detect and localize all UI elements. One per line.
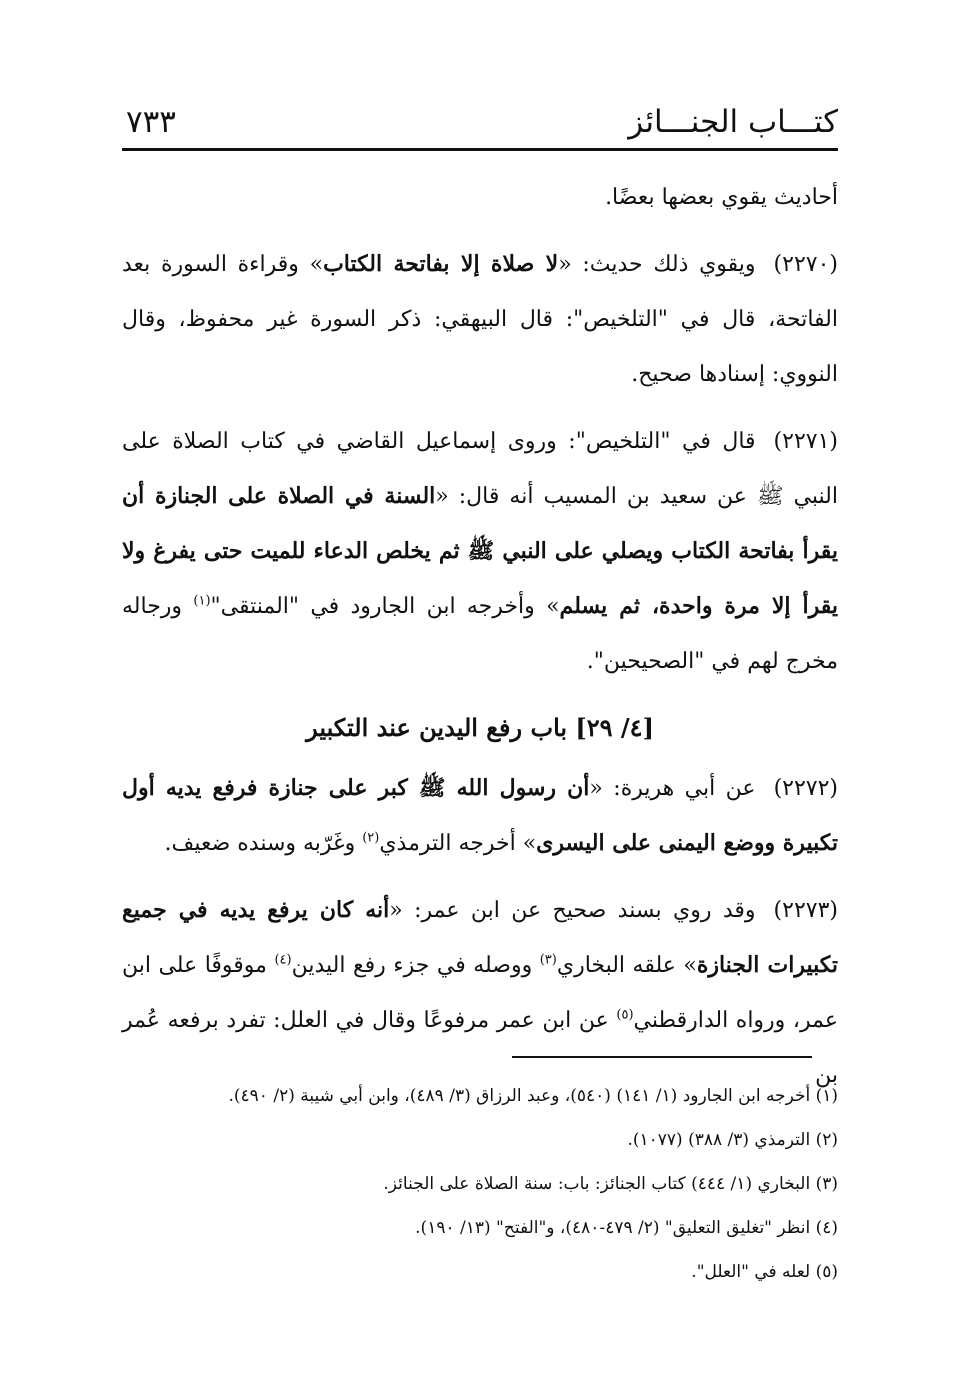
text-run: » أخرجه الترمذي xyxy=(379,831,537,856)
paragraph-intro xyxy=(122,170,838,225)
chapter-heading: [٤/ ٢٩] باب رفع اليدين عند التكبير xyxy=(306,713,654,742)
hadith-number: (٢٢٧٠) xyxy=(773,252,838,277)
footnote-ref[interactable]: (٤) xyxy=(274,952,292,968)
text-run: موقوفًا على ابن عمر، ورواه الدارقطني xyxy=(122,953,838,1033)
text-run: ويقوي ذلك حديث: « xyxy=(558,252,756,277)
footnote-3: (٣) البخاري (١/ ٤٤٤) كتاب الجنائز: باب: سنة الصلاة على الجنائز. xyxy=(383,1174,838,1194)
text-run: ورجاله مخرج لهم في "الصحيحين". xyxy=(122,594,838,674)
hadith-quote: أن رسول الله ﷺ كبر على جنازة فرفع يديه أول تكبيرة ووضع اليمنى على اليسرى xyxy=(122,775,838,856)
hadith-quote: السنة في الصلاة على الجنازة أن يقرأ بفاتحة الكتاب ويصلي على النبي ﷺ ثم يخلص الدعاء للميت حتى يفرغ ولا يقرأ إلا مرة واحدة، ثم يسلم xyxy=(122,483,839,619)
footnote-ref[interactable]: (٣) xyxy=(539,952,557,968)
header-title: كتـــاب الجنـــائز xyxy=(628,104,838,140)
paragraph-2273 xyxy=(122,883,838,1103)
footnote-5: (٥) لعله في "العلل". xyxy=(691,1262,838,1282)
footnote-2: (٢) الترمذي (٣/ ٣٨٨) (١٠٧٧). xyxy=(627,1130,838,1150)
text-run: » وأخرجه ابن الجارود في "المنتقى" xyxy=(210,594,560,619)
hadith-quote: أنه كان يرفع يديه في جميع تكبيرات الجنازة xyxy=(122,897,839,978)
header-rule xyxy=(122,148,838,151)
hadith-quote: لا صلاة إلا بفاتحة الكتاب xyxy=(323,251,559,277)
hadith-number: (٢٢٧٢) xyxy=(773,776,839,801)
footnote-separator xyxy=(512,1056,812,1058)
text-run: ووصله في جزء رفع اليدين xyxy=(291,953,540,978)
paragraph-2271 xyxy=(122,414,838,689)
text-run: عن ابن عمر مرفوعًا وقال في العلل: تفرد برفعه عُمر بن xyxy=(122,1008,838,1088)
page-number: ٧٣٣ xyxy=(126,104,176,140)
hadith-number: (٢٢٧٣) xyxy=(773,898,838,923)
footnote-ref[interactable]: (١) xyxy=(193,593,211,609)
footnote-ref[interactable]: (٢) xyxy=(362,830,380,846)
footnote-4: (٤) انظر "تغليق التعليق" (٢/ ٤٧٩-٤٨٠)، و"الفتح" (١٣/ ١٩٠). xyxy=(415,1218,838,1238)
text-run: وغَرّبه وسنده ضعيف. xyxy=(164,831,363,856)
intro-text: أحاديث يقوي بعضها بعضًا. xyxy=(605,185,838,210)
paragraph-2270 xyxy=(122,237,838,402)
text-run: وقد روي بسند صحيح عن ابن عمر: « xyxy=(389,898,756,923)
text-run: عن أبي هريرة: « xyxy=(589,776,756,801)
footnote-1: (١) أخرجه ابن الجارود (١/ ١٤١) (٥٤٠)، وعبد الرزاق (٣/ ٤٨٩)، وابن أبي شيبة (٢/ ٤٩٠). xyxy=(228,1086,838,1106)
text-run: » وقراءة السورة بعد الفاتحة، قال في "التلخيص": قال البيهقي: ذكر السورة غير محفوظ، وقال النووي: إسنادها صحيح. xyxy=(122,252,838,387)
footnote-ref[interactable]: (٥) xyxy=(616,1007,634,1023)
main-text xyxy=(122,170,838,1115)
running-header xyxy=(122,98,838,146)
paragraph-2272 xyxy=(122,761,838,871)
text-run: قال في "التلخيص": وروى إسماعيل القاضي في كتاب الصلاة على النبي ﷺ عن سعيد بن المسيب أنه قال: « xyxy=(122,429,838,509)
footnotes xyxy=(122,1076,838,1296)
hadith-number: (٢٢٧١) xyxy=(773,429,838,454)
text-run: » علقه البخاري xyxy=(556,953,697,978)
